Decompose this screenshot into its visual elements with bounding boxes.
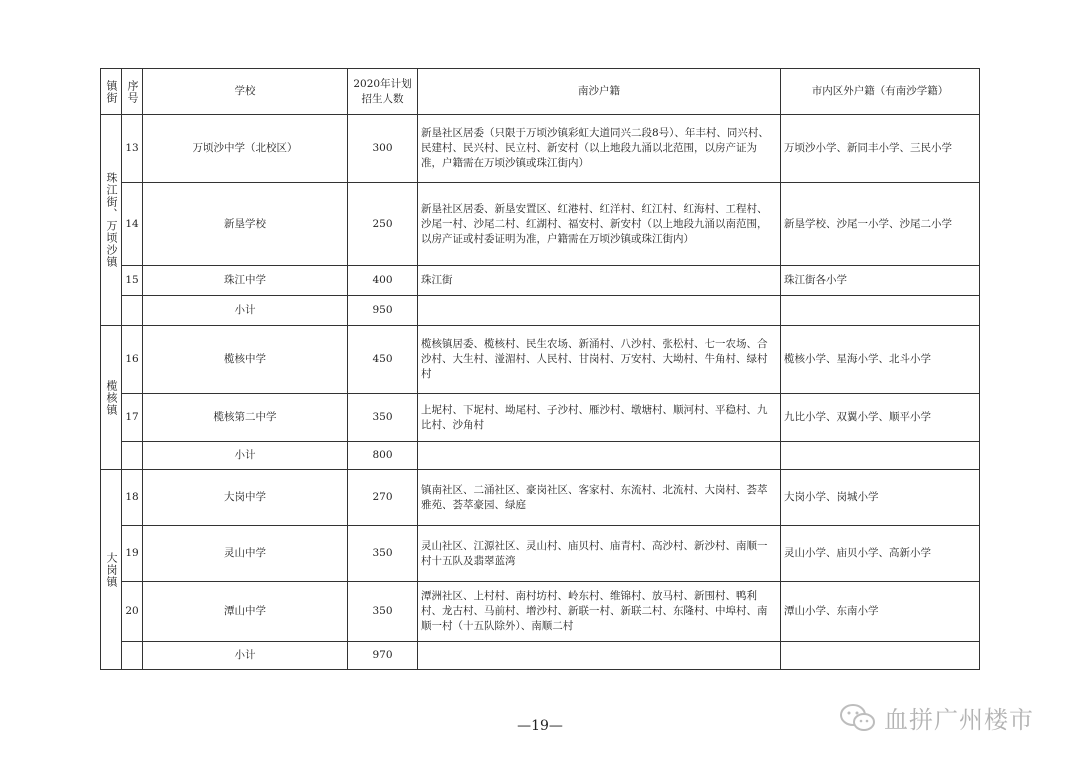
quota: 250 [348,183,418,266]
table-row [101,526,980,582]
subtotal-label: 小计 [143,442,348,470]
outside-schools: 榄核小学、星海小学、北斗小学 [781,326,980,394]
quota: 350 [348,394,418,442]
nansha-area: 潭洲社区、上村村、南村坊村、岭东村、维锦村、放马村、新围村、鸭利村、龙古村、马前村、增沙村、新联一村、新联二村、东隆村、中埠村、南顺一村（十五队除外）、南顺二村 [418,582,781,642]
subtotal-value: 800 [348,442,418,470]
nansha-area: 灵山社区、江源社区、灵山村、庙贝村、庙青村、高沙村、新沙村、南顺一村十五队及翡翠蓝湾 [418,526,781,582]
empty-cell [418,296,781,326]
quota: 270 [348,470,418,526]
subtotal-value: 950 [348,296,418,326]
school-name: 珠江中学 [143,266,348,296]
empty-cell [781,642,980,670]
subtotal-label: 小计 [143,296,348,326]
table-row [101,266,980,296]
subtotal-spacer [122,442,143,470]
quota: 450 [348,326,418,394]
header-quota: 2020年计划招生人数 [348,69,418,115]
header-no: 序号 [122,69,143,115]
nansha-area: 新垦社区居委、新垦安置区、红港村、红洋村、红江村、红海村、工程村、沙尾一村、沙尾二村、红湖村、福安村、新安村（以上地段九涌以南范围，以房产证或村委证明为准，户籍需在万顷沙镇或珠江街内） [418,183,781,266]
subtotal-value: 970 [348,642,418,670]
quota: 350 [348,526,418,582]
town-cell: 榄核镇 [101,326,122,470]
empty-cell [781,442,980,470]
admission-table [100,68,980,670]
outside-schools: 新垦学校、沙尾一小学、沙尾二小学 [781,183,980,266]
table-row [101,326,980,394]
outside-schools: 灵山小学、庙贝小学、高新小学 [781,526,980,582]
town-cell: 大岗镇 [101,470,122,670]
header-nansha: 南沙户籍 [418,69,781,115]
row-no: 13 [122,115,143,183]
row-no: 20 [122,582,143,642]
nansha-area: 珠江街 [418,266,781,296]
outside-schools: 珠江街各小学 [781,266,980,296]
table-row [101,183,980,266]
quota: 350 [348,582,418,642]
subtotal-spacer [122,642,143,670]
school-name: 榄核第二中学 [143,394,348,442]
quota: 400 [348,266,418,296]
row-no: 18 [122,470,143,526]
school-name: 潭山中学 [143,582,348,642]
outside-schools: 九比小学、双翼小学、顺平小学 [781,394,980,442]
quota: 300 [348,115,418,183]
school-name: 万顷沙中学（北校区） [143,115,348,183]
outside-schools: 潭山小学、东南小学 [781,582,980,642]
empty-cell [418,442,781,470]
nansha-area: 榄核镇居委、榄核村、民生农场、新涌村、八沙村、张松村、七一农场、合沙村、大生村、湴湄村、人民村、甘岗村、万安村、大坳村、牛角村、绿村村 [418,326,781,394]
school-name: 灵山中学 [143,526,348,582]
subtotal-row [101,642,980,670]
nansha-area: 镇南社区、二涌社区、豪岗社区、客家村、东流村、北流村、大岗村、荟萃雅苑、荟萃豪园、绿庭 [418,470,781,526]
subtotal-row [101,442,980,470]
watermark-text: 血拼广州楼市 [884,706,1034,734]
empty-cell [418,642,781,670]
empty-cell [781,296,980,326]
row-no: 16 [122,326,143,394]
town-cell: 珠江街、万顷沙镇 [101,115,122,326]
row-no: 14 [122,183,143,266]
nansha-area: 新垦社区居委（只限于万顷沙镇彩虹大道同兴二段8号）、年丰村、同兴村、民建村、民兴村、民立村、新安村（以上地段九涌以北范围，以房产证为准，户籍需在万顷沙镇或珠江街内） [418,115,781,183]
page-number: —19— [517,718,563,734]
header-row [101,69,980,115]
table-row [101,470,980,526]
school-name: 榄核中学 [143,326,348,394]
subtotal-label: 小计 [143,642,348,670]
table-row [101,394,980,442]
school-name: 新垦学校 [143,183,348,266]
nansha-area: 上坭村、下坭村、坳尾村、子沙村、雁沙村、墩塘村、顺河村、平稳村、九比村、沙角村 [418,394,781,442]
table-row [101,115,980,183]
outside-schools: 万顷沙小学、新同丰小学、三民小学 [781,115,980,183]
table-row [101,582,980,642]
row-no: 17 [122,394,143,442]
subtotal-row [101,296,980,326]
subtotal-spacer [122,296,143,326]
row-no: 15 [122,266,143,296]
school-name: 大岗中学 [143,470,348,526]
row-no: 19 [122,526,143,582]
header-school: 学校 [143,69,348,115]
outside-schools: 大岗小学、岗城小学 [781,470,980,526]
header-outside: 市内区外户籍（有南沙学籍） [781,69,980,115]
header-town: 镇街 [101,69,122,115]
